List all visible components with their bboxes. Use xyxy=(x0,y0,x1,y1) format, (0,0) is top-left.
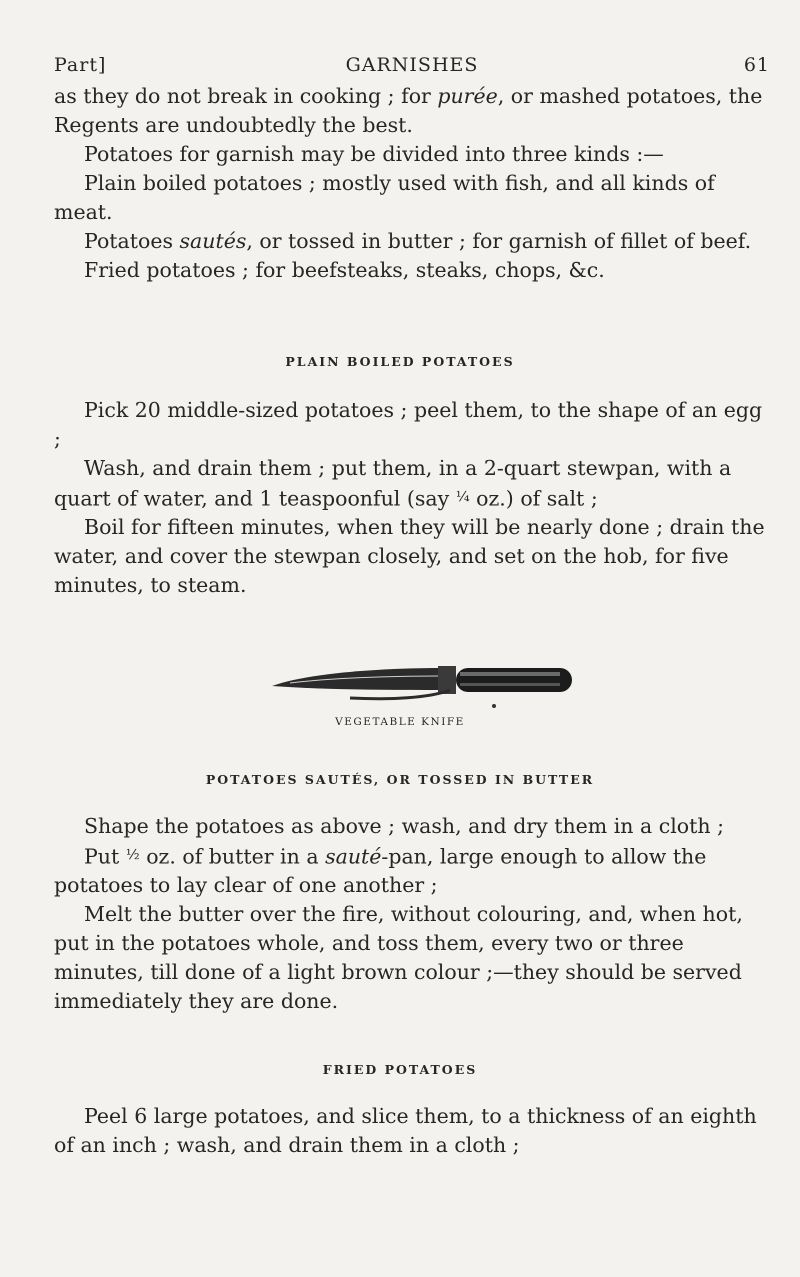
section-heading-sautes: POTATOES SAUTÉS, OR TOSSED IN BUTTER xyxy=(205,772,595,787)
sautes-section xyxy=(54,812,770,1016)
intro-paragraph-5: Fried potatoes ; for beefsteaks, steaks, chops, &c. xyxy=(84,258,605,282)
vegetable-knife-illustration xyxy=(270,656,580,712)
header-title: GARNISHES xyxy=(345,54,479,76)
plain-paragraph-3: Boil for fifteen minutes, when they will be nearly done ; drain the water, and cover the stewpan closely, and set on the hob, for five minutes, to steam. xyxy=(54,515,765,598)
plain-paragraph-2: Wash, and drain them ; put them, in a 2-quart stewpan, with a quart of water, and 1 teaspoonful (say $^{\frac{1}{4}}$ oz.) of salt ; xyxy=(54,456,732,511)
intro-paragraph-3: Plain boiled potatoes ; mostly used with fish, and all kinds of meat. xyxy=(54,171,715,224)
fried-section xyxy=(54,1102,770,1160)
intro-section xyxy=(54,82,770,285)
section-heading-fried: FRIED POTATOES xyxy=(322,1062,478,1077)
plain-paragraph-1: Pick 20 middle-sized potatoes ; peel them, to the shape of an egg ; xyxy=(54,398,763,451)
header-part: Part] xyxy=(54,54,107,76)
figure-caption: VEGETABLE KNIFE xyxy=(335,716,465,728)
sautes-paragraph-3: Melt the butter over the fire, without colouring, and, when hot, put in the potatoes whole, and toss them, every two or three minutes, till done of a light brown colour ;—they should be served immediately they are done. xyxy=(54,902,743,1014)
page-number: 61 xyxy=(743,54,770,76)
intro-paragraph-4: Potatoes sautés, or tossed in butter ; for garnish of fillet of beef. xyxy=(84,229,752,253)
intro-paragraph-2: Potatoes for garnish may be divided into three kinds :— xyxy=(84,142,664,166)
intro-paragraph-1: as they do not break in cooking ; for purée, or mashed potatoes, the Regents are undoubtedly the best. xyxy=(54,84,763,137)
sautes-paragraph-1: Shape the potatoes as above ; wash, and dry them in a cloth ; xyxy=(84,814,724,838)
section-heading-plain-boiled: PLAIN BOILED POTATOES xyxy=(285,354,515,369)
fried-paragraph-1: Peel 6 large potatoes, and slice them, to a thickness of an eighth of an inch ; wash, and drain them in a cloth ; xyxy=(54,1104,757,1157)
sautes-paragraph-2: Put $^{\frac{1}{2}}$ oz. of butter in a sauté-pan, large enough to allow the potatoes to lay clear of one another ; xyxy=(54,844,707,898)
running-header xyxy=(54,54,770,84)
plain-boiled-section xyxy=(54,396,770,600)
